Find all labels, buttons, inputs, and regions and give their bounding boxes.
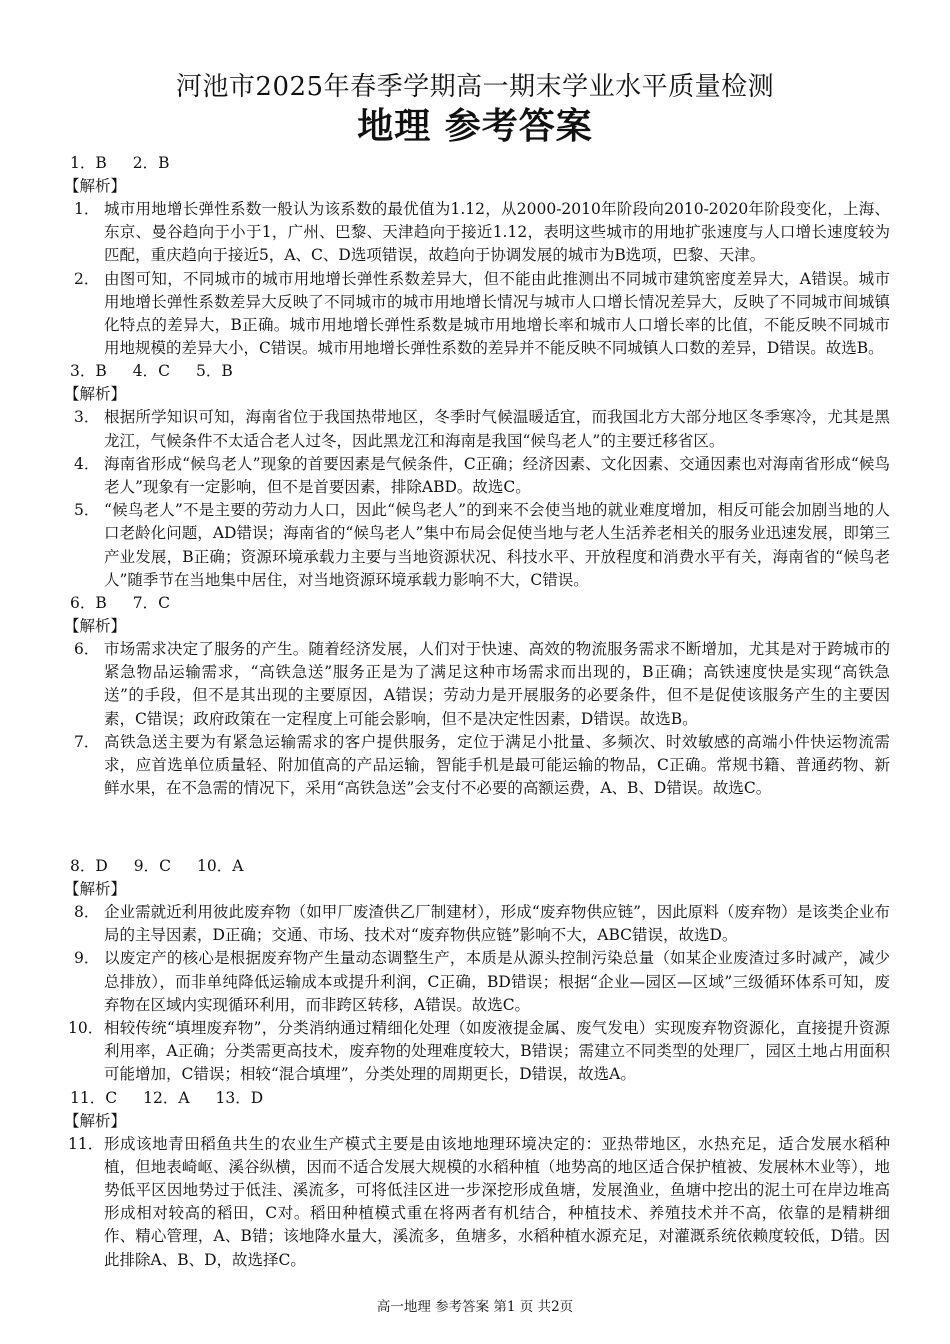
question-number: 7． (74, 732, 100, 751)
question-number: 6． (74, 640, 100, 659)
answer-choice: 8．D (70, 857, 108, 875)
question-number: 8． (74, 903, 100, 921)
explanation-label: 【解析】 (64, 617, 127, 636)
explanation-text: 相较传统“填埋废弃物”，分类消纳通过精细化处理（如废液提金属、废气发电）实现废弃物资源化，直接提升资源利用率，A正确；分类需更高技术，废弃物的处理难度较大，B错误；需建立不同类型的处理厂，园区土地占用面积可能增加，C错误；相较“混合填埋”，分类处理的周期更长，D错误，故选A。 (104, 1019, 890, 1084)
answer-choice: 7．C (132, 594, 170, 613)
question-number: 11． (68, 1134, 104, 1153)
answer-key-title: 地理 参考答案 (357, 105, 593, 147)
page-footer: 高一地理 参考答案 第1 页 共2页 (376, 1299, 574, 1315)
explanation-item (68, 499, 890, 592)
answer-choice: 2．B (132, 154, 170, 172)
answer-choice: 13．D (215, 1088, 264, 1107)
explanation-text: 由图可知，不同城市的城市用地增长弹性系数差异大，但不能由此推测出不同城市建筑密度差异大，A错误。城市用地增长弹性系数差异大反映了不同城市的城市用地增长情况与城市人口增长情况差异大，反映了不同城市间城镇化特点的差异大，B正确。城市用地增长弹性系数是城市用地增长率和城市人口增长率的比值，不能反映不同城市用地规模的差异大小，C错误。城市用地增长弹性系数的差异并不能反映不同城镇人口数的差异，D错误。故选B。 (104, 269, 890, 358)
answer-line (68, 360, 890, 383)
explanation-item (68, 638, 890, 731)
explanation-item (68, 198, 890, 268)
explanation-text: 城市用地增长弹性系数一般认为该系数的最优值为1.12，从2000-2010年阶段向2010-2020年阶段变化，上海、东京、曼谷趋向于小于1，广州、巴黎、天津趋向于接近1.12，表明这些城市的用地扩张速度与人口增长速度较为匹配，重庆趋向于接近5，A、C、D选项错误，故趋向于协调发展的城市为B选项，巴黎、天津。 (104, 200, 890, 265)
explanation-label: 【解析】 (64, 1111, 127, 1130)
explanation-text: 根据所学知识可知，海南省位于我国热带地区，冬季时气候温暖适宜，而我国北方大部分地区冬季寒冷，尤其是黑龙江，气候条件不太适合老人过冬，因此黑龙江和海南是我国“候鸟老人”的主要迁移省区。 (104, 408, 890, 450)
exam-title: 河池市2025年春季学期高一期末学业水平质量检测 (175, 72, 775, 102)
explanation-item (68, 947, 890, 1017)
question-number: 1． (74, 200, 100, 218)
question-number: 2． (74, 269, 100, 288)
question-number: 9． (74, 949, 100, 968)
question-number: 3． (74, 408, 100, 427)
answer-choice: 10．A (197, 857, 244, 875)
answer-line (68, 855, 890, 878)
explanation-text: 市场需求决定了服务的产生。随着经济发展，人们对于快速、高效的物流服务需求不断增加，尤其是对于跨城市的紧急物品运输需求，“高铁急送”服务正是为了满足这种市场需求而出现的，B正确；高铁速度快是实现“高铁急送”的手段，但不是其出现的主要原因，A错误；劳动力是开展服务的必要条件，但不是促使该服务产生的主要因素，C错误；政府政策在一定程度上可能会影响，但不是决定性因素，D错误。故选B。 (104, 640, 890, 728)
answer-choice: 9．C (133, 857, 172, 875)
answer-content-lower (64, 855, 890, 1272)
answer-choice: 12．A (143, 1088, 190, 1107)
explanation-item (68, 453, 890, 499)
explanation-text: “候鸟老人”不是主要的劳动力人口，因此“候鸟老人”的到来不会使当地的就业难度增加，相反可能会加剧当地的人口老龄化问题，AD错误；海南省的“候鸟老人”集中布局会促使当地与老人生活养老相关的服务业迅速发展，即第三产业发展，B正确；资源环境承载力主要与当地资源状况、科技水平、开放程度和消费水平有关，海南省的“候鸟老人”随季节在当地集中居住，对当地资源环境承载力影响不大，C错误。 (104, 501, 890, 589)
explanation-text: 以废定产的核心是根据废弃物产生量动态调整生产，本质是从源头控制污染总量（如某企业废渣过多时减产，减少总排放），而非单纯降低运输成本或提升利润，C正确，BD错误；根据“企业—园区—区域”三级循环体系可知，废弃物在区域内实现循环利用，而非跨区转移，A错误。故选C。 (104, 949, 890, 1014)
explanation-item (68, 268, 890, 361)
answer-choice: 4．C (132, 362, 170, 381)
explanation-text: 高铁急送主要为有紧急运输需求的客户提供服务，定位于满足小批量、多频次、时效敏感的高端小件快运物流需求，应首选单位质量轻、附加值高的产品运输，智能手机是最可能运输的物品，C正确。常规书籍、普通药物、新鲜水果，在不急需的情况下，采用“高铁急送”会支付不必要的高额运费，A、B、D错误。故选C。 (104, 732, 890, 798)
explanation-label: 【解析】 (64, 880, 127, 898)
explanation-text: 形成该地青田稻鱼共生的农业生产模式主要是由该地地理环境决定的：亚热带地区，水热充足，适合发展水稻种植，但地表崎岖、溪谷纵横，因而不适合发展大规模的水稻种植（地势高的地区适合保护植被、发展林木业等），地势低平区因地势过于低洼、溪流多，可将低洼区进一步深挖形成鱼塘，发展渔业，鱼塘中挖出的泥土可在岸边堆高形成相对较高的稻田，C对。稻田种植模式重在将两者有机结合，种植技术、养殖技术并不高，依靠的是精耕细作、精心管理，A、B错；该地降水量大，溪流多，鱼塘多，水稻种植水源充足，对灌溉系统依赖度较低，D错。因此排除A、B、D，故选择C。 (104, 1134, 890, 1269)
answer-line (68, 1087, 890, 1110)
answer-choice: 6．B (70, 594, 107, 613)
answer-content-upper (64, 152, 890, 800)
explanation-item (68, 901, 890, 947)
answer-line (68, 592, 890, 615)
question-number: 5． (74, 501, 100, 520)
answer-choice: 1．B (70, 154, 107, 172)
question-number: 4． (74, 454, 100, 473)
answer-choice: 11．C (70, 1088, 118, 1107)
explanation-item (68, 1017, 890, 1087)
answer-line (68, 152, 890, 175)
explanation-label: 【解析】 (64, 385, 127, 404)
explanation-label: 【解析】 (64, 177, 127, 195)
explanation-text: 企业需就近利用彼此废弃物（如甲厂废渣供乙厂制建材），形成“废弃物供应链”，因此原料（废弃物）是该类企业布局的主导因素，D正确；交通、市场、技术对“废弃物供应链”影响不大，ABC错误，故选D。 (104, 903, 890, 945)
question-number: 10． (68, 1019, 104, 1038)
explanation-item (68, 731, 890, 801)
explanation-item (68, 1133, 890, 1272)
explanation-text: 海南省形成“候鸟老人”现象的首要因素是气候条件，C正确；经济因素、文化因素、交通因素也对海南省形成“候鸟老人”现象有一定影响，但不是首要因素，排除ABD。故选C。 (104, 454, 890, 497)
answer-choice: 5．B (196, 362, 233, 381)
explanation-item (68, 406, 890, 452)
answer-choice: 3．B (70, 362, 107, 381)
